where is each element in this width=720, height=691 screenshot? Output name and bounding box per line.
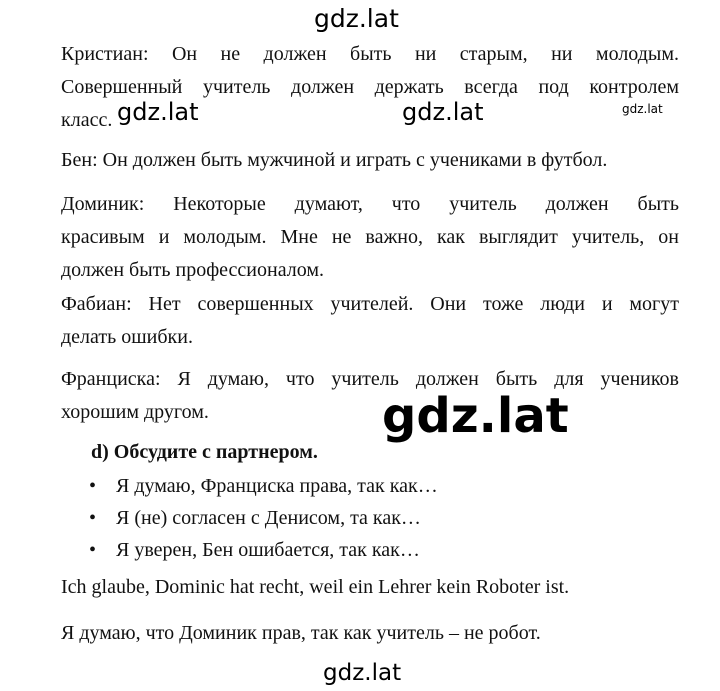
watermark-top: gdz.lat	[314, 4, 399, 33]
bullet-icon: •	[89, 475, 97, 497]
list-item	[89, 502, 438, 534]
paragraph-line: Кристиан: Он не должен быть ни старым, ни молодым.	[61, 43, 679, 65]
paragraph-fabian	[61, 288, 679, 354]
watermark-large: gdz.lat	[382, 388, 569, 444]
paragraph-line: делать ошибки.	[61, 326, 193, 348]
watermark-small: gdz.lat	[622, 102, 663, 116]
paragraph-line: должен быть профессионалом.	[61, 259, 325, 281]
paragraph-line: Доминик: Некоторые думают, что учитель должен быть	[61, 193, 679, 215]
paragraph-line: Фабиан: Нет совершенных учителей. Они тоже люди и могут	[61, 293, 679, 315]
list-item	[89, 534, 438, 566]
watermark-mid-left: gdz.lat	[117, 98, 199, 126]
bullet-icon: •	[89, 539, 97, 561]
paragraph-franziska	[61, 363, 679, 429]
list-item-text: Я думаю, Франциска права, так как…	[116, 475, 438, 497]
list-item	[89, 470, 438, 502]
list-item-text: Я уверен, Бен ошибается, так как…	[116, 539, 420, 561]
russian-translation-sentence: Я думаю, что Доминик прав, так как учитель – не робот.	[61, 622, 541, 644]
paragraph-line: Бен: Он должен быть мужчиной и играть с учениками в футбол.	[61, 149, 608, 171]
paragraph-line: Франциска: Я думаю, что учитель должен быть для учеников	[61, 368, 679, 390]
watermark-mid-center: gdz.lat	[402, 98, 484, 126]
paragraph-ben	[61, 144, 679, 177]
paragraph-line: красивым и молодым. Мне не важно, как выглядит учитель, он	[61, 226, 679, 248]
task-heading: d) Обсудите с партнером.	[91, 441, 318, 463]
bullet-icon: •	[89, 507, 97, 529]
paragraph-line: хорошим другом.	[61, 401, 209, 423]
watermark-bottom: gdz.lat	[323, 660, 402, 686]
bullet-list	[89, 470, 438, 566]
paragraph-line: класс.	[61, 109, 113, 131]
list-item-text: Я (не) согласен с Денисом, та как…	[116, 507, 421, 529]
paragraph-dominik	[61, 188, 679, 287]
german-example-sentence: Ich glaube, Dominic hat recht, weil ein Lehrer kein Roboter ist.	[61, 576, 570, 598]
paragraph-line: Совершенный учитель должен держать всегда под контролем	[61, 76, 679, 98]
